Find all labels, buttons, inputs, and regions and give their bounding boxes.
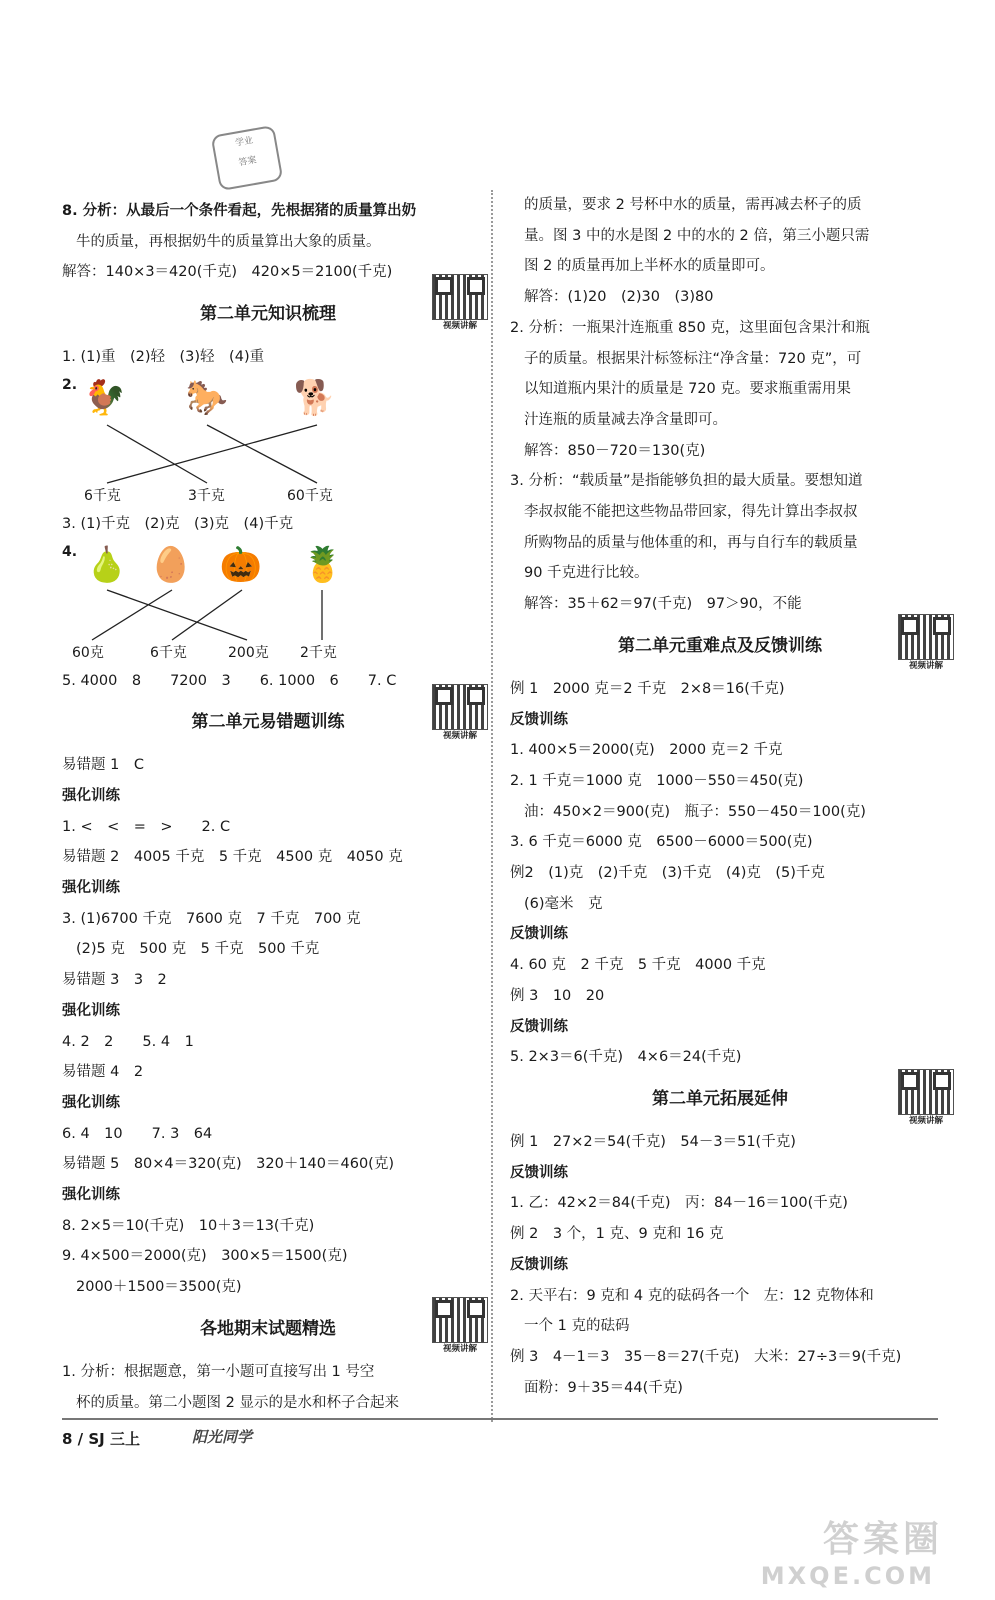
s5-line: 1. 乙：42×2＝84(千克) 丙：84－16＝100(千克) <box>510 1195 848 1212</box>
page-footer <box>62 1418 938 1480</box>
dog-icon: 🐕 <box>293 377 337 418</box>
match-label-2: 3千克 <box>188 487 225 504</box>
qr-code-extension[interactable]: 视频讲解 <box>898 1069 954 1127</box>
match-label-1: 6千克 <box>84 487 121 504</box>
s1-q1: 1. (1)重 (2)轻 (3)轻 (4)重 <box>62 349 265 366</box>
r-line: 3. 分析：“载质量”是指能够负担的最大质量。要想知道 <box>510 473 863 490</box>
s5-line: 一个 1 克的砝码 <box>524 1318 630 1335</box>
s2-line: 强化训练 <box>62 880 120 897</box>
r-line: 90 千克进行比较。 <box>524 565 649 582</box>
horse-icon: 🐎 <box>185 377 229 418</box>
s4-line: 反馈训练 <box>510 711 568 728</box>
s2-line: 易错题 5 80×4＝320(克) 320＋140＝460(克) <box>62 1156 394 1173</box>
s2-line: 强化训练 <box>62 1187 120 1204</box>
s1-q3: 3. (1)千克 (2)克 (3)克 (4)千克 <box>62 515 294 532</box>
column-divider <box>491 190 493 1422</box>
s4-line: 3. 6 千克＝6000 克 6500－6000＝500(克) <box>510 834 813 851</box>
s4-line: 例2 (1)克 (2)千克 (3)千克 (4)克 (5)千克 <box>510 865 825 882</box>
s2-line: 1. < < = > 2. C <box>62 818 231 835</box>
s5-line: 例 3 4－1＝3 35－8＝27(千克) 大米：27÷3＝9(千克) <box>510 1348 902 1365</box>
watermark-url: MXQE.COM <box>760 1562 935 1590</box>
qr-code-errors[interactable]: 视频讲解 <box>432 684 488 742</box>
s5-line: 例 2 3 个，1 克、9 克和 16 克 <box>510 1226 724 1243</box>
s4-line: 例 3 10 20 <box>510 987 605 1004</box>
match-label-7: 2千克 <box>300 644 337 661</box>
q8-analysis: 8. 分析：从最后一个条件看起，先根据猪的质量算出奶 <box>62 203 417 219</box>
s5-line: 反馈训练 <box>510 1164 568 1181</box>
qr-code-key-points[interactable]: 视频讲解 <box>898 614 954 672</box>
match-label-5: 6千克 <box>150 644 187 661</box>
s3-line: 杯的质量。第二小题图 2 显示的是水和杯子合起来 <box>76 1394 399 1411</box>
s4-line: 1. 400×5＝2000(克) 2000 克＝2 千克 <box>510 742 783 759</box>
s2-line: 易错题 4 2 <box>62 1064 144 1081</box>
qr-code-final-exam[interactable]: 视频讲解 <box>432 1297 488 1355</box>
animal-matching-figure: 2. 🐓 🐎 🐕 6千克 3千克 60千克 <box>62 373 474 509</box>
qr-code-icon <box>898 1069 954 1115</box>
r-line: 2. 分析：一瓶果汁连瓶重 850 克，这里面包含果汁和瓶 <box>510 319 870 336</box>
stamp-graphic: 学业 答案 <box>211 125 284 191</box>
r-line: 解答：(1)20 (2)30 (3)80 <box>524 289 714 306</box>
s2-line: 4. 2 2 5. 4 1 <box>62 1033 194 1050</box>
qr-code-knowledge[interactable]: 视频讲解 <box>432 274 488 332</box>
watermark-logo: 答案圈 <box>822 1519 943 1560</box>
r-line: 解答：850－720＝130(克) <box>524 442 706 459</box>
s2-line: 8. 2×5＝10(千克) 10＋3＝13(千克) <box>62 1217 315 1234</box>
qr-code-icon <box>432 274 488 320</box>
r-line: 汁连瓶的质量减去净含量即可。 <box>524 411 727 428</box>
pumpkin-icon: 🎃 <box>219 544 263 585</box>
rooster-icon: 🐓 <box>83 377 127 418</box>
r-line: 的质量，要求 2 号杯中水的质量，需再减去杯子的质 <box>524 197 862 213</box>
egg-icon: 🥚 <box>149 544 193 585</box>
match-label-4: 60克 <box>72 644 104 661</box>
s4-line: 油：450×2＝900(克) 瓶子：550－450＝100(克) <box>524 803 866 820</box>
r-line: 以知道瓶内果汁的质量是 720 克。要求瓶重需用果 <box>524 381 851 398</box>
s2-line: 6. 4 10 7. 3 64 <box>62 1125 213 1142</box>
match-label-6: 200克 <box>228 644 269 661</box>
right-column <box>510 190 943 1403</box>
s4-line: 4. 60 克 2 千克 5 千克 4000 千克 <box>510 957 766 974</box>
left-column <box>62 196 477 1418</box>
fruit-matching-figure: 4. 🍐 🥚 🎃 🍍 60克 6千克 200克 2千克 <box>62 540 474 666</box>
pineapple-icon: 🍍 <box>301 544 345 585</box>
page-number: 8 / SJ 三上 <box>62 1430 140 1448</box>
section-title-errors: 第二单元易错题训练 视频讲解 <box>62 700 474 744</box>
s4-line: 反馈训练 <box>510 1018 568 1035</box>
r-line: 解答：35＋62＝97(千克) 97＞90，不能 <box>524 596 802 613</box>
s2-line: 易错题 3 3 2 <box>62 972 167 989</box>
brand-logo: 阳光同学 <box>192 1428 253 1446</box>
s1-q5: 5. 4000 8 7200 3 6. 1000 6 7. C <box>62 672 397 689</box>
s2-line: 9. 4×500＝2000(克) 300×5＝1500(克) <box>62 1248 348 1265</box>
r-line: 量。图 3 中的水是图 2 中的水的 2 倍，第三小题只需 <box>524 227 870 244</box>
s4-line: 例 1 2000 克＝2 千克 2×8＝16(千克) <box>510 680 785 697</box>
pear-icon: 🍐 <box>85 544 129 585</box>
s2-line: 易错题 1 C <box>62 757 144 774</box>
s5-line: 面粉：9＋35＝44(千克) <box>524 1379 683 1396</box>
s4-line: 反馈训练 <box>510 926 568 943</box>
s4-line: (6)毫米 克 <box>524 895 603 912</box>
s5-line: 2. 天平右：9 克和 4 克的砝码各一个 左：12 克物体和 <box>510 1287 874 1304</box>
s2-line: (2)5 克 500 克 5 千克 500 千克 <box>76 941 320 958</box>
r-line: 李叔叔能不能把这些物品带回家，得先计算出李叔叔 <box>524 504 858 521</box>
qr-code-icon <box>432 1297 488 1343</box>
section-title-final-exam: 各地期末试题精选 视频讲解 <box>62 1307 474 1351</box>
qr-code-icon <box>432 684 488 730</box>
s4-line: 2. 1 千克＝1000 克 1000－550＝450(克) <box>510 772 804 789</box>
s2-line: 3. (1)6700 千克 7600 克 7 千克 700 克 <box>62 910 361 927</box>
s5-line: 反馈训练 <box>510 1256 568 1273</box>
q8-answer: 解答：140×3＝420(千克) 420×5＝2100(千克) <box>62 264 393 281</box>
section-title-key-points: 第二单元重难点及反馈训练 视频讲解 <box>510 624 930 668</box>
r-line: 图 2 的质量再加上半杯水的质量即可。 <box>524 258 775 275</box>
s2-line: 2000＋1500＝3500(克) <box>76 1279 242 1296</box>
s2-line: 强化训练 <box>62 787 120 804</box>
s5-line: 例 1 27×2＝54(千克) 54－3＝51(千克) <box>510 1133 796 1150</box>
r-line: 子的质量。根据果汁标签标注“净含量：720 克”，可 <box>524 350 862 367</box>
s2-line: 易错题 2 4005 千克 5 千克 4500 克 4050 克 <box>62 849 403 866</box>
q8-analysis-cont: 牛的质量，再根据奶牛的质量算出大象的质量。 <box>76 233 381 250</box>
match-label-3: 60千克 <box>287 487 333 504</box>
section-title-knowledge: 第二单元知识梳理 视频讲解 <box>62 292 474 336</box>
s3-line: 1. 分析：根据题意，第一小题可直接写出 1 号空 <box>62 1363 375 1380</box>
qr-code-icon <box>898 614 954 660</box>
s2-line: 强化训练 <box>62 1002 120 1019</box>
r-line: 所购物品的质量与他体重的和，再与自行车的载质量 <box>524 534 858 551</box>
section-title-extension: 第二单元拓展延伸 视频讲解 <box>510 1077 930 1121</box>
s4-line: 5. 2×3＝6(千克) 4×6＝24(千克) <box>510 1049 742 1066</box>
s2-line: 强化训练 <box>62 1094 120 1111</box>
